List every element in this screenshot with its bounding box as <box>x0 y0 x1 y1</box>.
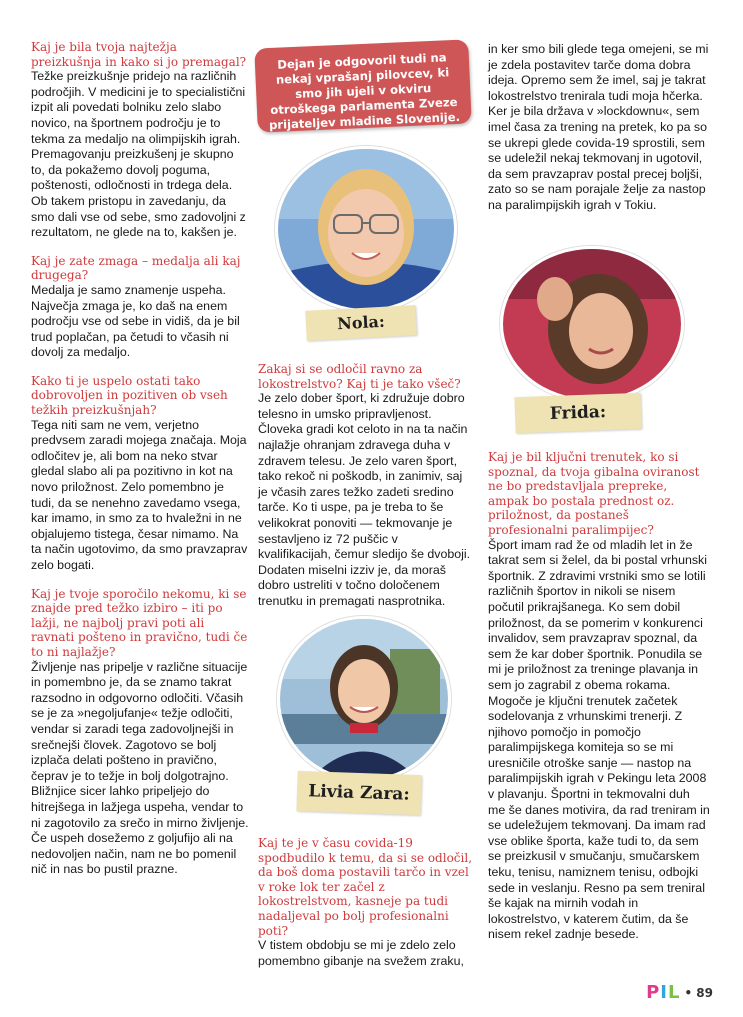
portrait-frida-image <box>503 249 681 399</box>
column-right <box>488 42 710 227</box>
question: Kaj je bila tvoja najtežja preizkušnja in kako si jo premagal? <box>31 40 247 69</box>
answer: Tega niti sam ne vem, verjetno predvsem zaradi mojega značaja. Moja odločitev je, ali bom na neko stvar gledal slabo ali pa pozitivno in kot na novo priložnost. Zelo pomembno je tudi, da se nenehno zavedamo vsega, kar imamo, in smo za to hvaležni in ne objalujemo tistega, česar nimamo. Na ta način ugotovimo, da smo pravzaprav zelo bogati. <box>31 417 248 572</box>
photo-frida <box>500 246 684 402</box>
question: Kako ti je uspelo ostati tako dobrovoljen in pozitiven ob vseh težkih preizkušnjah? <box>31 373 228 418</box>
answer: Težke preizkušnje pridejo na različnih področjih. V medicini je to specialistični izpit ali povedati bolniku zelo slabo novico, na športnem področju je to tekma za medaljo na olimpijskih igrah. Premagovanju preizkušenj je skupno to, da pokažemo dovolj poguma, poštenosti, odločnosti in trdega dela. Ob takem pristopu in zavedanju, da smo dali vse od sebe, smo zadovoljni z rezultatom, ne glede na to, kakšen je. <box>31 69 246 240</box>
answer: Življenje nas pripelje v različne situacije in pomembno je, da se znamo takrat razsodno in odgovorno odločiti. Včasih se je za »negoljufanje« težje odločiti, vendar si zaradi tega zadovoljnejši in srečnejši človek. Zagotovo se bolj izplača delati pošteno in pravično, čeprav je to težje in bolj dolgotrajno. Bližnjice sicer lahko pripeljejo do hitrejšega in lažjega uspeha, vendar to ni zagotovilo za srečo in mirno življenje. Če uspeh dosežemo z goljufijo ali na nedovoljen način, nam ne bo pomenil nič in nas bo pustil prazne. <box>31 659 249 877</box>
question: Kaj je bil ključni trenutek, ko si spoznal, da tvoja gibalna oviranost ne bo predstavljala prepreke, ampak bo postala prednost oz. priložnost, da postaneš profesionalni paralimpijec? <box>488 450 700 537</box>
photo-nola <box>275 146 457 312</box>
nameplate-livia: Livia Zara: <box>296 771 421 815</box>
column-middle <box>258 362 474 623</box>
magazine-logo: PIL <box>646 982 681 1003</box>
answer: Je zelo dober šport, ki združuje dobro telesno in umsko pripravljenost. Človeka gradi kot celoto in na ta način najlažje ohranjam zdravega duha v zdravem telesu. Je zelo varen šport, tako rekoč ni poškodb, in zanimiv, saj je včasih zares težko zadeti sredino tarče. Ko ti uspe, pa je treba to še velikokrat ponoviti — tekmovanje je sestavljeno iz 72 puščic v kvalifikacijah, čemur sledijo še dvoboji. Dodaten miselni izziv je, da moraš dobro ustreliti v točno določenem trenutku in premagati nasprotnika. <box>258 391 471 608</box>
column-middle-lower <box>258 836 474 982</box>
callout-text: Dejan je odgovoril tudi na nekaj vprašanj pilovcev, ki smo jih ujeli v okviru otroškega parlamenta Zveze prijateljev mladine Slovenije. <box>268 50 461 133</box>
intro-callout <box>254 39 471 132</box>
nameplate-frida: Frida: <box>514 393 641 433</box>
question: Zakaj si se odločil ravno za lokostrelstvo? Kaj ti je tako všeč? <box>258 362 461 391</box>
page-footer <box>646 982 713 1003</box>
answer: Medalja je samo znamenje uspeha. Največja zmaga je, ko daš na enem področju vse od sebe in vidiš, da je bil trud poplačan, pa četudi to včasih ni dovolj za medaljo. <box>31 282 240 360</box>
portrait-nola-image <box>278 149 454 309</box>
photo-livia <box>277 616 451 782</box>
column-right-lower <box>488 450 710 956</box>
answer: V tistem obdobju se mi je zdelo zelo pomembno gibanje na svežem zraku, <box>258 938 464 968</box>
portrait-livia-image <box>280 619 448 779</box>
answer: Šport imam rad že od mladih let in že takrat sem si želel, da bi postal vrhunski športnik. Z zdravimi vrstniki smo se lotili različnih športov in nikoli se nisem počutil prikrajšanega. Ko sem dobil priložnost, da se pomerim v konkurenci invalidov, sem pravzaprav spoznal, da sem že kar dober športnik. Ponudila se mi je priložnost za treninge plavanja in sem jo zagrabil z obema rokama. Mogoče je ključni trenutek začetek sodelovanja z vrhunskimi trenerji. Z njihovo pomočjo in pomočjo paralimpijskega komiteja so se mi uresničile otroške sanje — nastop na paralimpijskih igrah v Pekingu leta 2008 v plavanju. Športni in tekmovalni duh me še danes motivira, da rad treniram in se udeležujem tekmovanj. Da imam rad vse oblike športa, kaže tudi to, da sem se preizkusil v smučanju, smučarskem teku, tenisu, namiznem tenisu, odbojki sede in veslanju. Resno pa sem treniral še kajak na mirnih vodah in lokostrelstvo, v katerem čutim, da še nisem rekel zadnje besede. <box>488 537 710 942</box>
question: Kaj te je v času covida-19 spodbudilo k temu, da si se odločil, da boš doma postavili tarčo in vzel v roke lok ter začel z lokostrelstvom, kasneje pa tudi nadaljeval po bolj profesionalni poti? <box>258 836 473 938</box>
question: Kaj je tvoje sporočilo nekomu, ki se znajde pred težko izbiro – iti po lažji, ne najbolj pravi poti ali ravnati pošteno in pravično, tudi če to ni najlažje? <box>31 586 248 659</box>
nameplate-nola: Nola: <box>305 305 416 341</box>
column-left <box>31 40 249 891</box>
answer-continued: in ker smo bili glede tega omejeni, se mi je zdela postavitev tarče doma dobra ideja. Opremo sem že imel, saj je takrat lokostrelstvo trenirala tudi moja hčerka. Ker je bila država v »lockdownu«, sem imel časa za trening na pretek, ko pa so se ukrepi glede covida-19 sprostili, sem se udeležil nekaj tekmovanj in ugotovil, da sem pravzaprav postal precej boljši, zato so se nam porajale želje za nastop na paralimpijskih igrah v Tokiu. <box>488 42 709 212</box>
question: Kaj je zate zmaga – medalja ali kaj drugega? <box>31 253 241 283</box>
page-number: • 89 <box>684 985 713 1000</box>
